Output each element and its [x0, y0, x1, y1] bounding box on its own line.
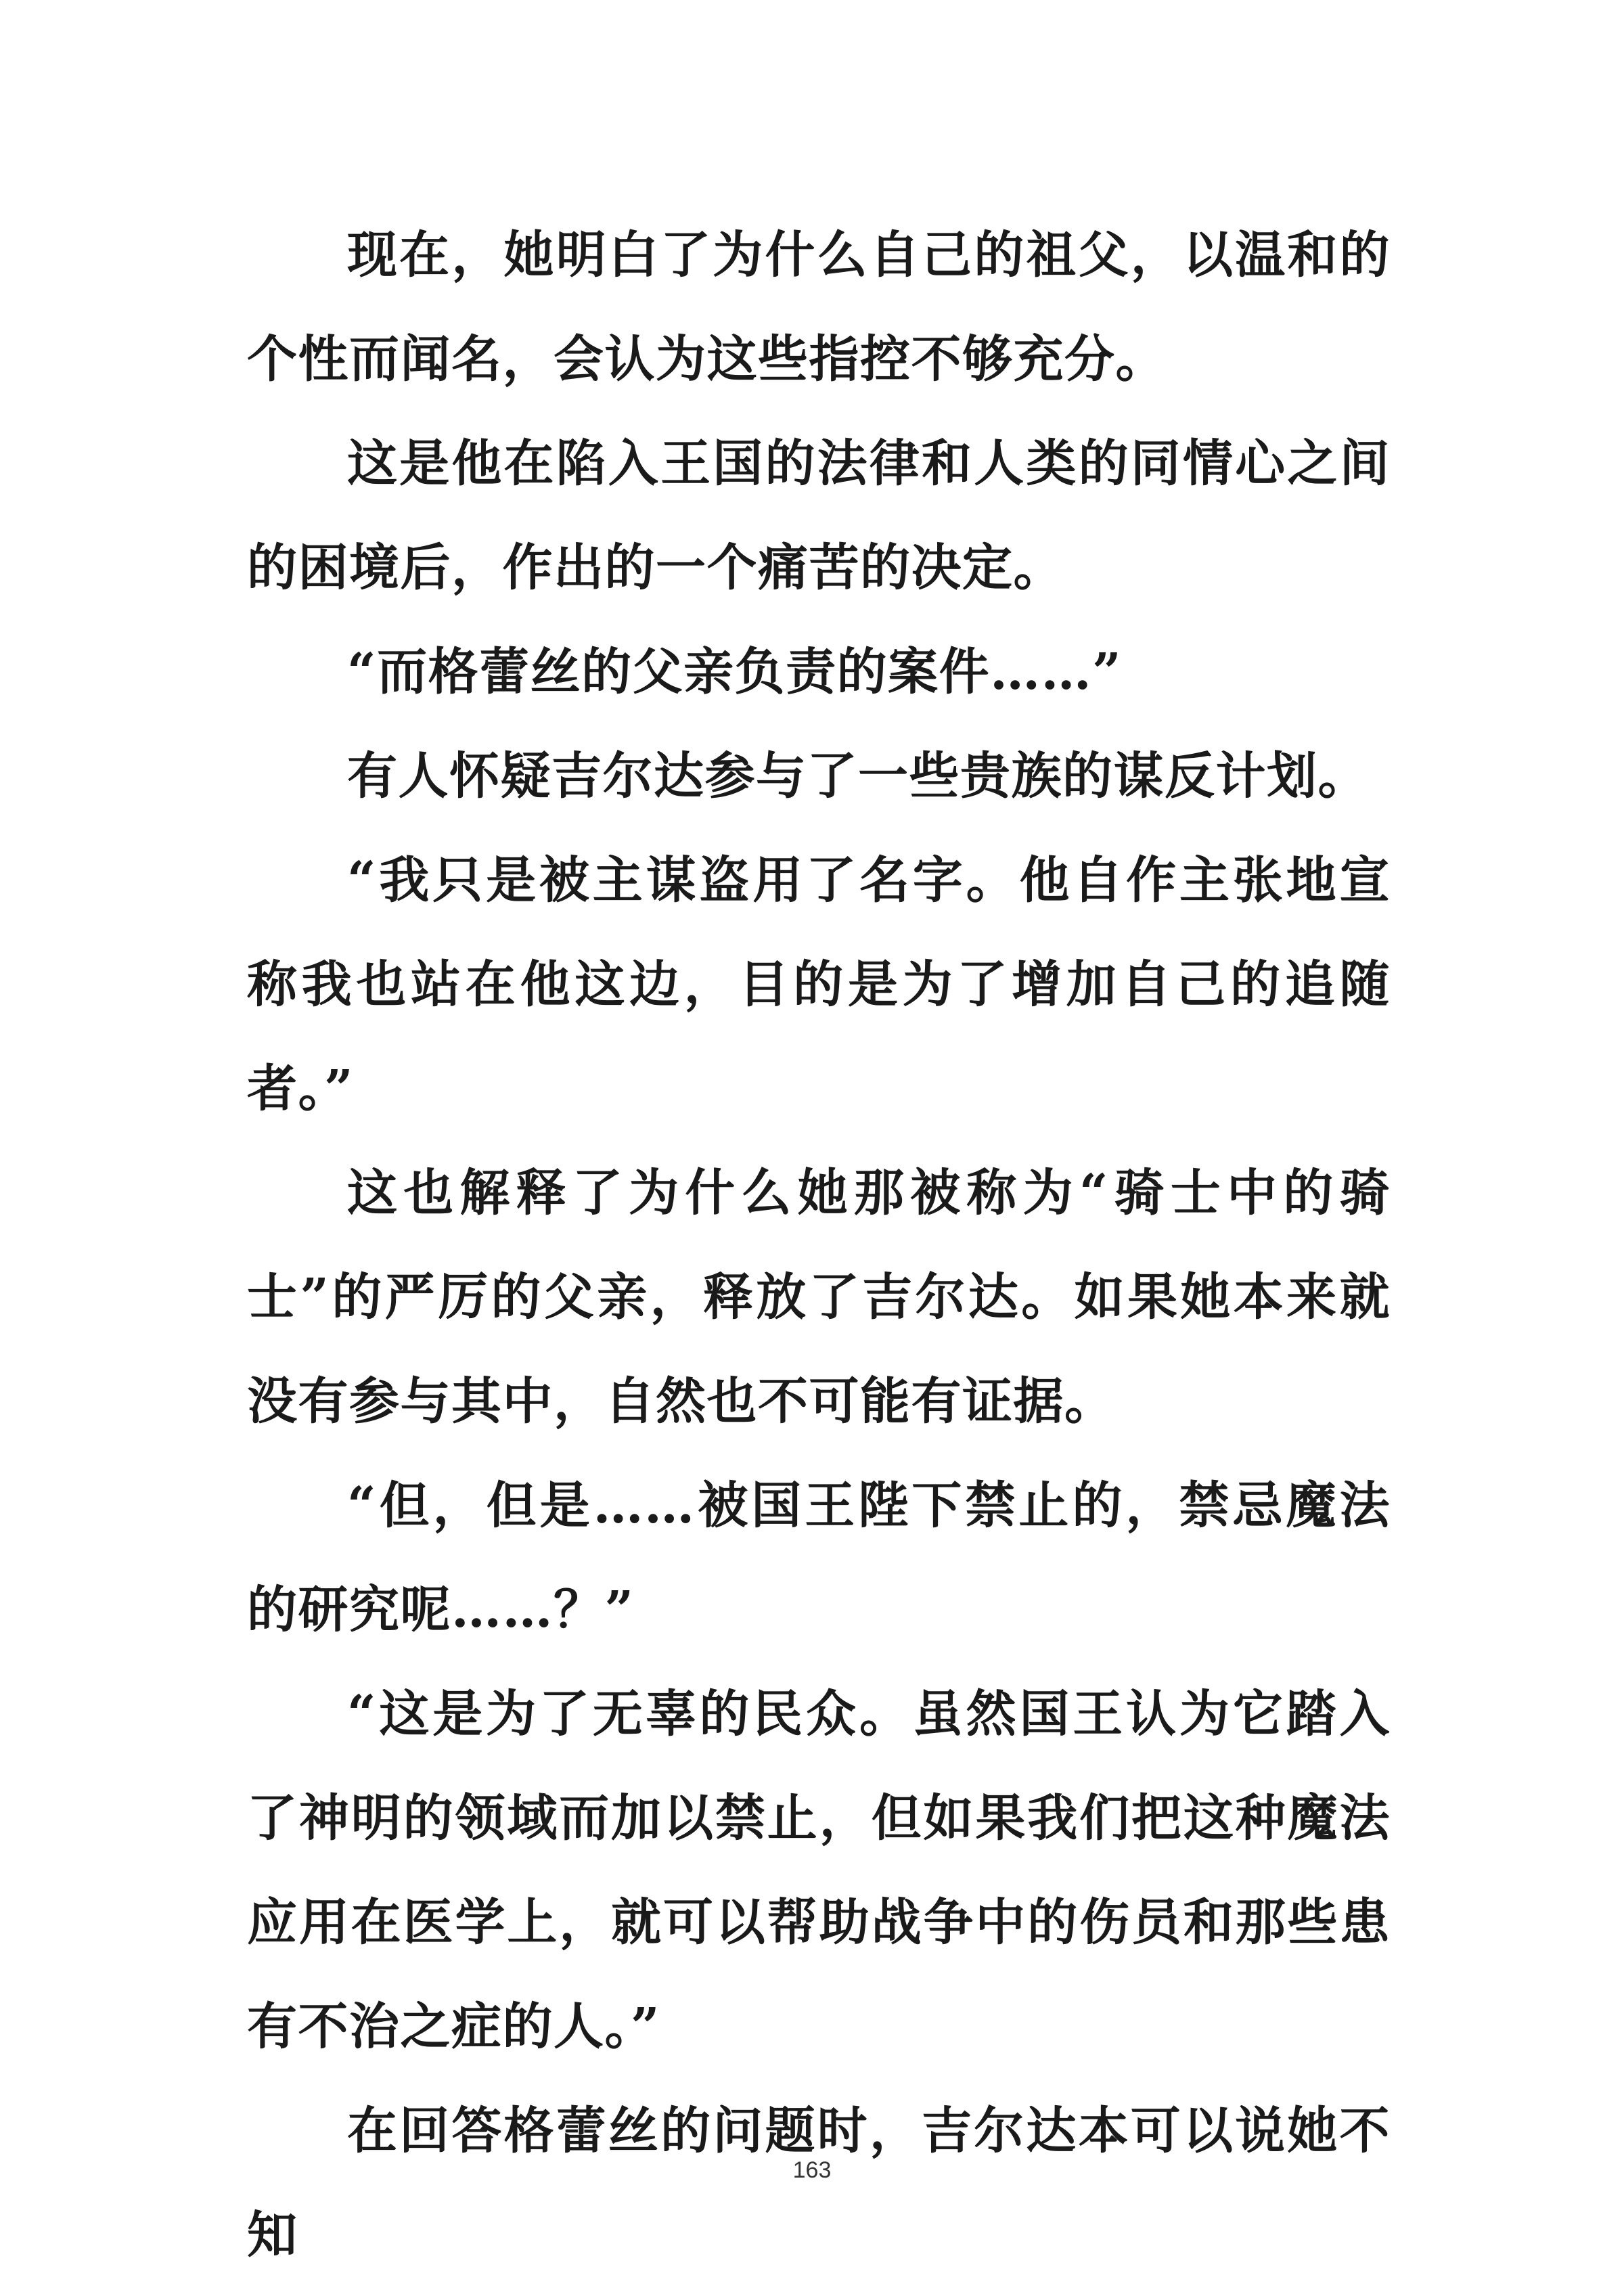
paragraph-1: 现在，她明白了为什么自己的祖父，以温和的个性而闻名，会认为这些指控不够充分。 [247, 226, 1391, 388]
page-number: 163 [792, 2157, 832, 2183]
paragraph-3: “而格蕾丝的父亲负责的案件……” [347, 643, 1123, 701]
paragraph-5: “我只是被主谋盗用了名字。他自作主张地宣称我也站在他这边，目的是为了增加自己的追随者。” [247, 851, 1391, 1118]
paragraph-7: “但，但是……被国王陛下禁止的，禁忌魔法的研究呢……？” [247, 1477, 1391, 1639]
body-text [247, 203, 1391, 2287]
paragraph-2: 这是他在陷入王国的法律和人类的同情心之间的困境后，作出的一个痛苦的决定。 [247, 434, 1391, 597]
paragraph-4: 有人怀疑吉尔达参与了一些贵族的谋反计划。 [347, 747, 1369, 805]
paragraph-6: 这也解释了为什么她那被称为“骑士中的骑士”的严厉的父亲，释放了吉尔达。如果她本来就没有参与其中，自然也不可能有证据。 [247, 1164, 1391, 1431]
paragraph-9: 在回答格蕾丝的问题时，吉尔达本可以说她不知 [247, 2102, 1391, 2264]
paragraph-8: “这是为了无辜的民众。虽然国王认为它踏入了神明的领域而加以禁止，但如果我们把这种魔法应用在医学上，就可以帮助战争中的伤员和那些患有不治之症的人。” [247, 1685, 1391, 2056]
